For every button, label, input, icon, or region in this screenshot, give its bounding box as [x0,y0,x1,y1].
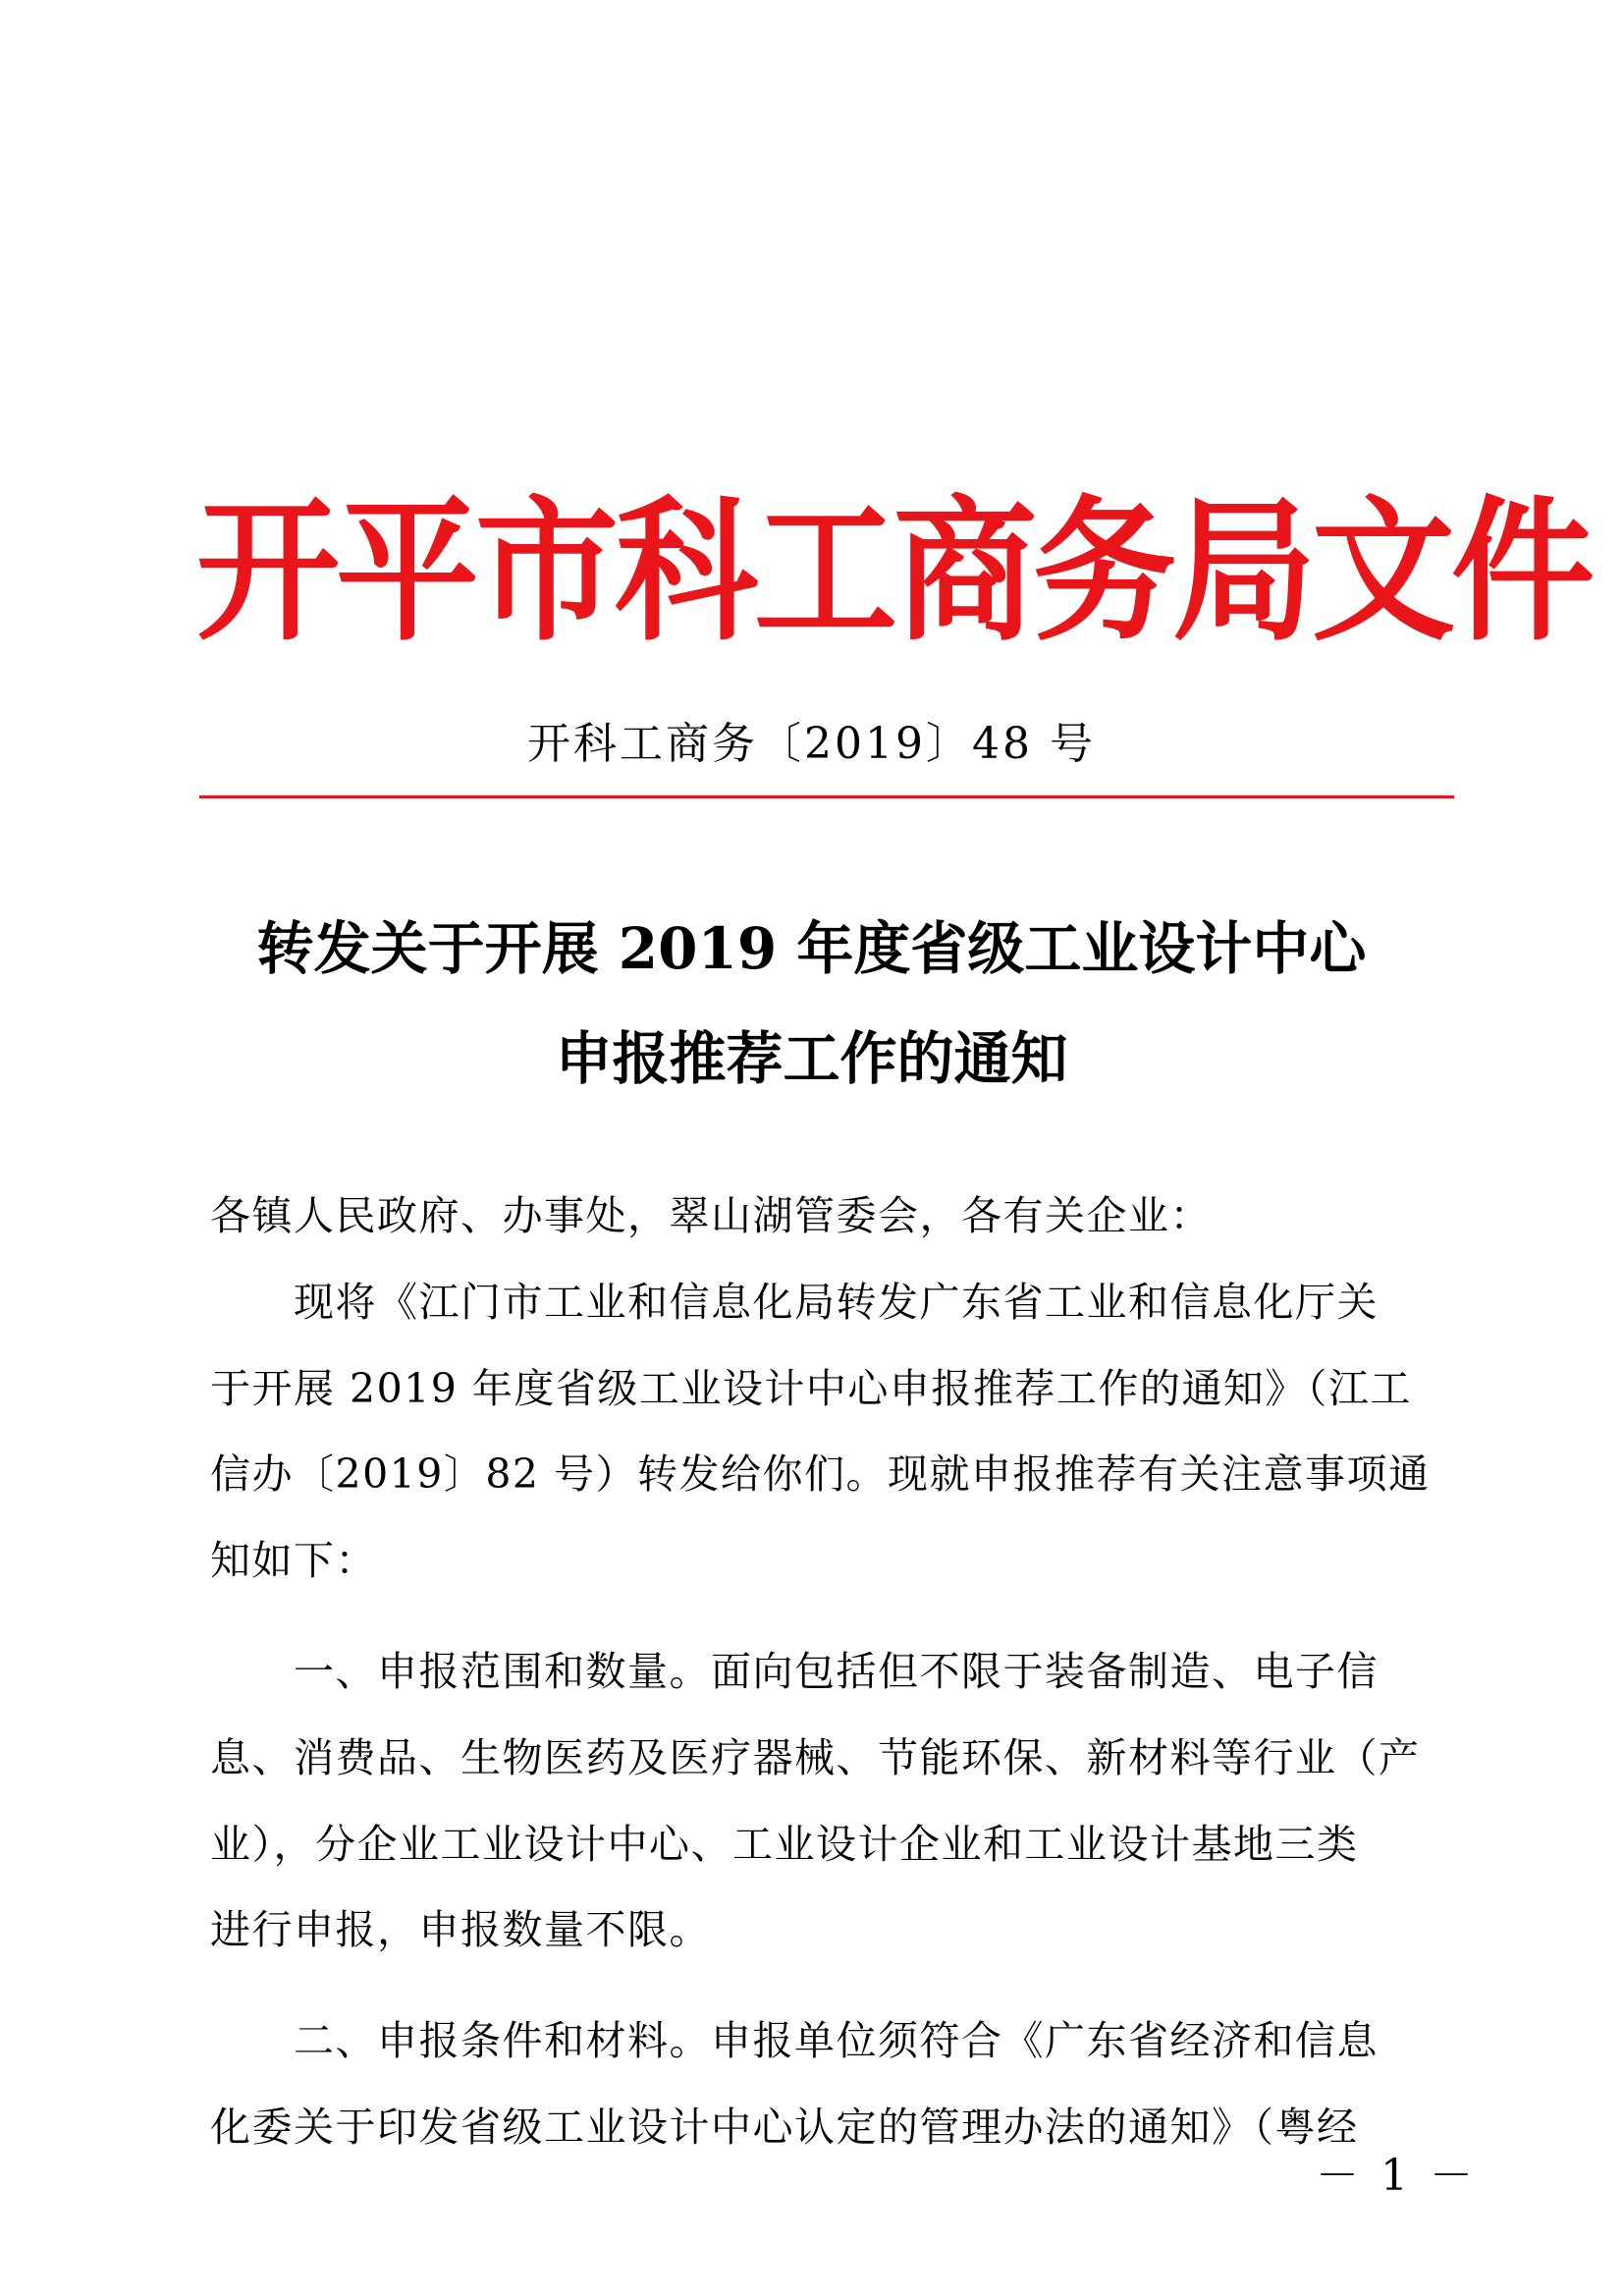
body-line: 进行申报，申报数量不限。 [210,1906,711,1954]
body-line: 一、申报范围和数量。面向包括但不限于装备制造、电子信 [210,1647,1379,1695]
masthead-title: 开平市科工商务局文件 [196,480,1591,663]
body-line-salutation: 各镇人民政府、办事处，翠山湖管委会，各有关企业： [210,1192,1212,1239]
page-number: － 1 － [1316,2151,1477,2201]
body-line: 二、申报条件和材料。申报单位须符合《广东省经济和信息 [210,2017,1379,2065]
body-line: 化委关于印发省级工业设计中心认定的管理办法的通知》（粤经 [210,2103,1359,2151]
notice-title-line-1: 转发关于开展 2019 年度省级工业设计中心 [256,915,1367,982]
body-line: 现将《江门市工业和信息化局转发广东省工业和信息化厅关 [210,1278,1379,1326]
document-number: 开科工商务〔2019〕48 号 [527,719,1096,769]
body-line: 业），分企业工业设计中心、工业设计企业和工业设计基地三类 [210,1820,1359,1868]
body-line: 息、消费品、生物医药及医疗器械、节能环保、新材料等行业（产 [210,1733,1421,1781]
body-text [210,1174,1431,2171]
body-line: 信办〔2019〕82 号）转发给你们。现就申报推荐有关注意事项通 [210,1450,1431,1499]
notice-title [196,894,1427,1114]
paragraph-gap [210,1974,1413,1998]
notice-title-line-2: 申报推荐工作的通知 [555,1025,1068,1092]
red-divider-line [199,795,1454,798]
body-line: 知如下： [210,1537,377,1585]
body-line: 于开展 2019 年度省级工业设计中心申报推荐工作的通知》（江工 [210,1364,1412,1412]
paragraph-gap [210,1605,1413,1629]
